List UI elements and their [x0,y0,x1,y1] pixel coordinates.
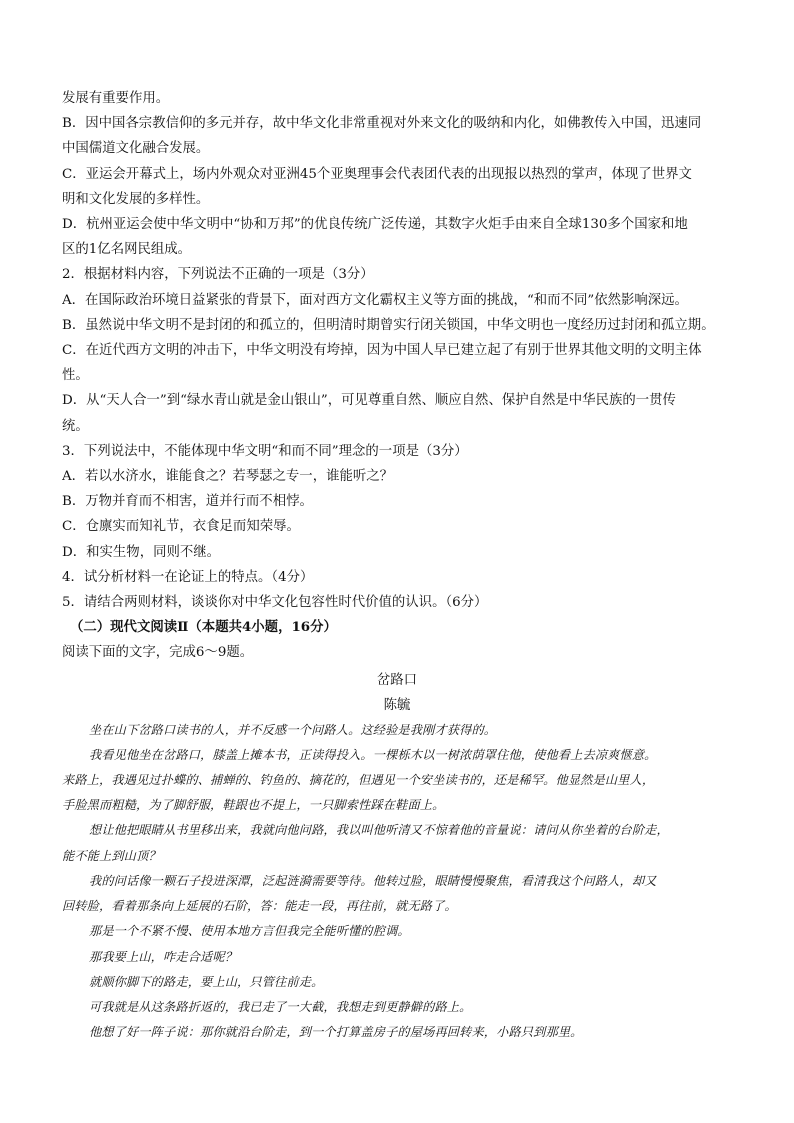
text-line: 发展有重要作用。 [62,91,170,106]
text-line: B．虽然说中华文明不是封闭的和孤立的，但明清时期曾实行闭关锁国，中华文明也一度经历过封闭和孤立期。 [62,317,715,333]
story-line: 他想了好一阵子说：那你就沿台阶走，到一个打算盖房子的屋场再回转来，小路只到那里。 [89,1025,583,1040]
text-line: A．若以水济水，谁能食之？若琴瑟之专一，谁能听之？ [62,469,394,485]
text-line: C．亚运会开幕式上，场内外观众对亚洲45个亚奥理事会代表团代表的出现报以热烈的掌声，体现了世界文 [62,166,692,182]
text-line: 统。 [62,418,89,434]
text-line: C．在近代西方文明的冲击下，中华文明没有垮掉，因为中国人早已建立起了有别于世界其他文明的文明主体 [62,343,702,359]
text-line: D．从“天人合一”到“绿水青山就是金山银山”，可见尊重自然、顺应自然、保护自然是中华民族的一贯传 [62,393,676,409]
document-body [62,86,732,1045]
text-line: 5．请结合两则材料，谈谈你对中华文化包容性时代价值的认识。（6分） [62,595,488,611]
text-line: D．和实生物，同则不继。 [62,544,221,560]
reading-instruction: 阅读下面的文字，完成6～9题。 [62,645,254,661]
text-line: 中国儒道文化融合发展。 [62,141,210,157]
story-line: 那我要上山，咋走合适呢？ [89,949,238,964]
story-title: 岔路口 [376,672,418,688]
story-text [62,718,732,1046]
story-line: 我看见他坐在岔路口，膝盖上摊本书，正读得投入。一棵栎木以一树浓荫罩住他，使他看上去凉爽惬意。 [89,747,657,762]
text-line: C．仓廪实而知礼节，衣食足而知荣辱。 [62,519,300,535]
text-line: 4．试分析材料一在论证上的特点。（4分） [62,569,314,585]
question-section [62,86,732,615]
text-line: B．万物并育而不相害，道并行而不相悖。 [62,494,313,510]
story-line: 想让他把眼睛从书里移出来，我就向他问路，我以叫他听清又不惊着他的音量说：请问从你坐着的台阶走， [89,823,669,838]
text-line: A．在国际政治环境日益紧张的背景下，面对西方文化霸权主义等方面的挑战，“和而不同”依然影响深远。 [62,292,688,308]
story-line: 坐在山下岔路口读书的人，并不反感一个问路人。这经验是我刚才获得的。 [89,722,497,737]
text-line: 性。 [62,368,89,384]
story-line: 回转脸，看着那条向上延展的石阶，答：能走一段，再往前，就无路了。 [62,899,457,914]
text-line: D．杭州亚运会使中华文明中“协和万邦”的优良传统广泛传递，其数字火炬手由来自全球130多个国家和地 [62,217,688,233]
story-author: 陈毓 [383,697,411,713]
text-line: 3．下列说法中，不能体现中华文明“和而不同”理念的一项是（3分） [62,443,468,459]
story-line: 那是一个不紧不慢、使用本地方言但我完全能听懂的腔调。 [89,924,410,939]
text-line: 明和文化发展的多样性。 [62,191,210,207]
text-line: 2．根据材料内容，下列说法不正确的一项是（3分） [62,267,374,283]
story-line: 我的问话像一颗石子投进深潭，泛起涟漪需要等待。他转过脸，眼睛慢慢聚焦，看清我这个问路人，却又 [89,873,657,888]
story-line: 就顺你脚下的路走，要上山，只管往前走。 [89,974,324,989]
story-line: 能不能上到山顶？ [62,848,161,863]
section-title: （二）现代文阅读Ⅱ（本题共4小题，16分） [70,619,337,636]
story-line: 来路上，我遇见过扑蝶的、捕蝉的、钓鱼的、摘花的，但遇见一个安坐读书的，还是稀罕。他显然是山里人， [62,773,655,788]
story-line: 可我就是从这条路折返的，我已走了一大截，我想走到更静僻的路上。 [89,999,472,1014]
text-line: B．因中国各宗教信仰的多元并存，故中华文化非常重视对外来文化的吸纳和内化，如佛教传入中国，迅速同 [62,116,702,132]
text-line: 区的1亿名网民组成。 [62,242,192,258]
story-line: 手脸黑而粗糙，为了脚舒服，鞋跟也不提上，一只脚索性踩在鞋面上。 [62,798,445,813]
